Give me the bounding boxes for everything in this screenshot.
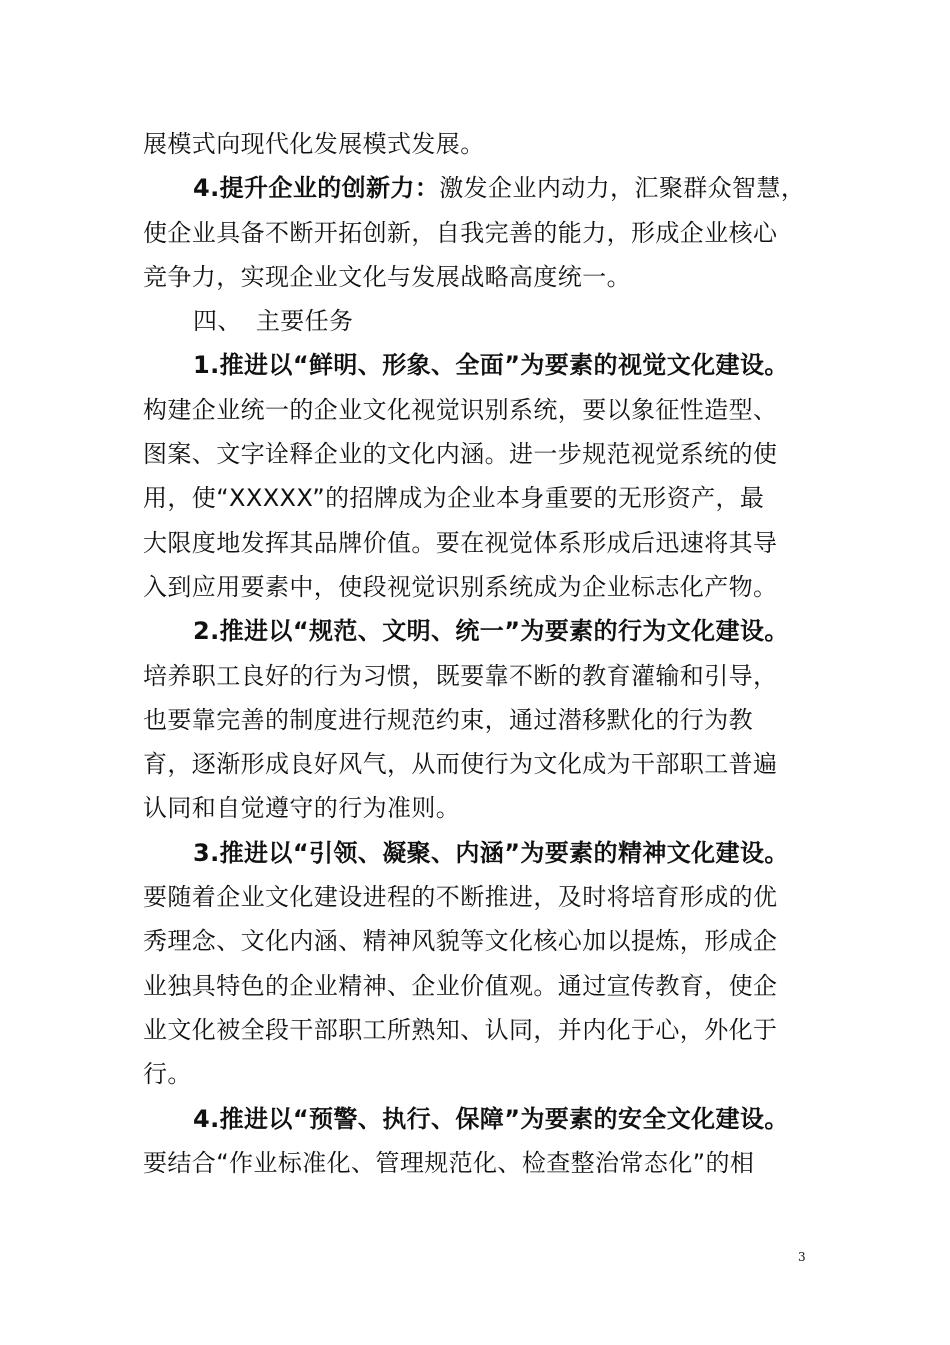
line-text: 培养职工良好的行为习惯，既要靠不断的教育灌输和引导， xyxy=(143,661,778,690)
paragraph-line xyxy=(143,122,811,166)
paragraph-line xyxy=(143,875,811,919)
bold-heading-text: 3.推进以“引领、凝聚、内涵”为要素的精神文化建设。 xyxy=(193,838,789,867)
section-heading xyxy=(143,299,811,343)
paragraph-line xyxy=(143,476,811,520)
bold-heading-text: 4.推进以“预警、执行、保障”为要素的安全文化建设。 xyxy=(193,1104,789,1133)
paragraph-line xyxy=(143,698,811,742)
paragraph-first-line xyxy=(143,166,811,210)
line-text: 用，使“XXXXX”的招牌成为企业本身重要的无形资产，最 xyxy=(143,484,765,513)
line-text: 构建企业统一的企业文化视觉识别系统，要以象征性造型、 xyxy=(143,395,778,424)
paragraph-line xyxy=(143,786,811,830)
line-text: 要结合“作业标准化、管理规范化、检查整治常态化”的相 xyxy=(143,1148,755,1177)
line-text: 使企业具备不断开拓创新，自我完善的能力，形成企业核心 xyxy=(143,218,778,247)
paragraph-line xyxy=(143,255,811,299)
paragraph-line xyxy=(143,521,811,565)
paragraph-line xyxy=(143,565,811,609)
line-text: 入到应用要素中，使段视觉识别系统成为企业标志化产物。 xyxy=(143,572,778,601)
line-text: 业独具特色的企业精神、企业价值观。通过宣传教育，使企 xyxy=(143,971,778,1000)
line-text: 四、 xyxy=(193,307,242,336)
page-number: 3 xyxy=(798,1250,806,1264)
bold-heading-text: 1.推进以“鲜明、形象、全面”为要素的视觉文化建设。 xyxy=(193,351,789,380)
paragraph-first-line xyxy=(143,831,811,875)
line-text: 主要任务 xyxy=(255,307,354,336)
paragraph-line xyxy=(143,432,811,476)
paragraph-line xyxy=(143,211,811,255)
paragraph-line xyxy=(143,1008,811,1052)
line-text: 要随着企业文化建设进程的不断推进，及时将培育形成的优 xyxy=(143,883,778,912)
paragraph-line xyxy=(143,1052,811,1096)
line-text: 展模式向现代化发展模式发展。 xyxy=(143,130,485,158)
line-text: 育，逐渐形成良好风气，从而使行为文化成为干部职工普遍 xyxy=(143,750,778,779)
line-text: 图案、文字诠释企业的文化内涵。进一步规范视觉系统的使 xyxy=(143,440,778,469)
line-text: 也要靠完善的制度进行规范约束，通过潜移默化的行为教 xyxy=(143,705,753,734)
paragraph-line xyxy=(143,919,811,963)
paragraph-line xyxy=(143,388,811,432)
line-text: 大限度地发挥其品牌价值。要在视觉体系形成后迅速将其导 xyxy=(143,528,778,557)
bold-heading-text: 4.提升企业的创新力： xyxy=(193,174,440,203)
line-text: 业文化被全段干部职工所熟知、认同，并内化于心，外化于 xyxy=(143,1015,778,1044)
paragraph-line xyxy=(143,1141,811,1185)
line-text: 竞争力，实现企业文化与发展战略高度统一。 xyxy=(143,262,631,291)
paragraph-line xyxy=(143,964,811,1008)
line-text: 秀理念、文化内涵、精神风貌等文化核心加以提炼，形成企 xyxy=(143,927,778,956)
bold-heading-text: 2.推进以“规范、文明、统一”为要素的行为文化建设。 xyxy=(193,617,789,646)
line-text: 行。 xyxy=(143,1060,192,1089)
body-text xyxy=(143,122,811,1185)
paragraph-first-line xyxy=(143,609,811,653)
paragraph-line xyxy=(143,654,811,698)
paragraph-line xyxy=(143,742,811,786)
line-text: 激发企业内动力，汇聚群众智慧， xyxy=(439,174,806,203)
line-text: 认同和自觉遵守的行为准则。 xyxy=(143,794,461,823)
paragraph-first-line xyxy=(143,343,811,387)
paragraph-first-line xyxy=(143,1097,811,1141)
